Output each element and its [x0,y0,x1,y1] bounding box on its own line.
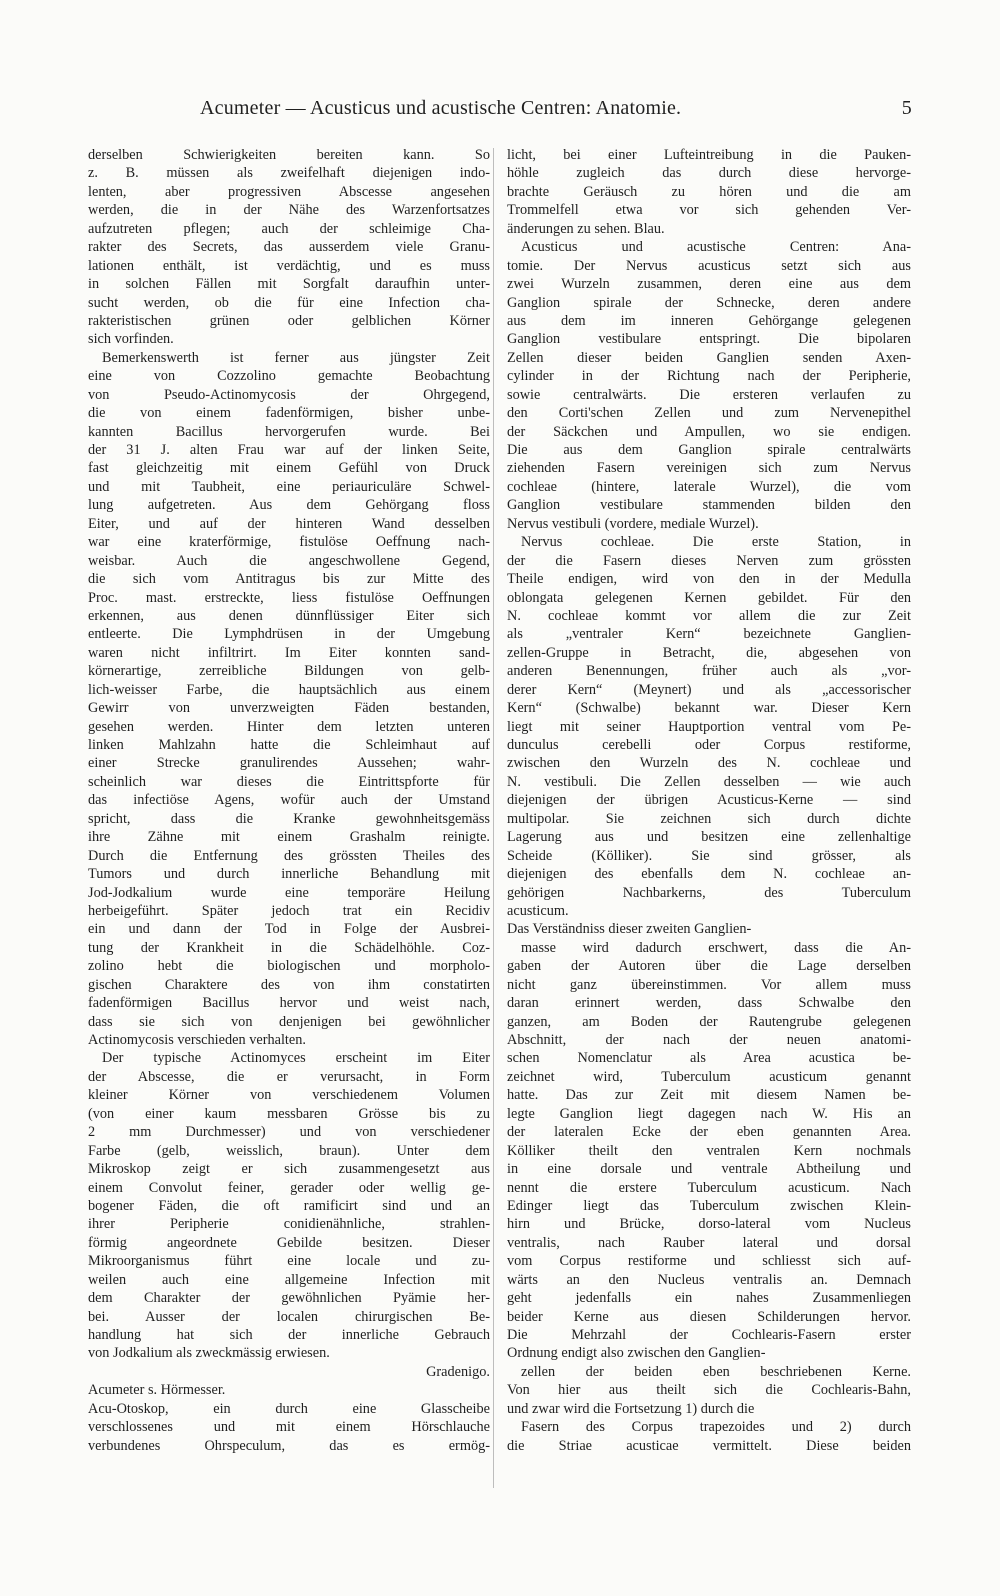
text-line: Farbe (gelb, weisslich, braun). Unter dem [88,1142,490,1159]
text-line: Jod-Jodkalium wurde eine temporäre Heilung [88,884,490,901]
text-line: erkennen, aus denen dünnflüssiger Eiter sich [88,607,490,624]
text-line: gesehen werden. Hinter dem letzten unteren [88,718,490,735]
text-line: die von einem fadenförmigen, bisher unbe- [88,405,490,422]
text-line: Proc. mast. erstreckte, liess fistulöse Oeffnungen [88,589,490,606]
page-header-title: Acumeter — Acusticus und acustische Centren: Anatomie. [200,97,682,119]
text-line: N. vestibuli. Die Zellen desselben — wie auch [507,773,911,790]
text-line: hatte. Das zur Zeit mit diesem Namen be- [507,1087,911,1104]
text-line: geht jedenfalls ein nahes Zusammenliegen [507,1290,911,1307]
text-line: und mit Taubheit, eine periauriculäre Schwel- [88,478,490,495]
text-line: weilen auch eine allgemeine Infection mit [88,1271,490,1288]
text-line: schen Nomenclatur als Area acustica be- [507,1050,911,1067]
text-line: bei. Ausser der localen chirurgischen Be- [88,1308,490,1325]
text-line: von Jodkalium als zweckmässig erwiesen. [88,1345,330,1362]
text-line: Kölliker theilt den ventralen Kern nochmals [507,1142,911,1159]
text-line: die Striae acusticae vermittelt. Diese beiden [507,1437,911,1454]
right-column [507,146,911,1455]
text-line: derselben Schwierigkeiten bereiten kann. So [88,147,490,163]
text-line: aufzutreten pflegen; auch der schleimige Cha- [88,220,490,237]
text-line: einem Convolut feiner, gerader oder wellig ge- [88,1179,490,1196]
text-line: Gradenigo. [426,1363,490,1380]
left-column [88,146,490,1455]
text-line: Mikroorganismus führt eine locale und zu- [88,1253,490,1270]
text-line: ziehenden Fasern vereinigen sich zum Nervus [507,460,911,477]
text-line: fast gleichzeitig mit einem Gefühl von Druck [88,460,490,477]
text-line: acusticum. [507,902,569,919]
text-line: Nervus vestibuli (vordere, mediale Wurzel). [507,515,759,532]
text-line: der Säckchen und Ampullen, wo sie endigen. [507,423,911,440]
text-line: spricht, dass die Kranke gewohnheitsgemäss [88,810,490,827]
text-line: Acu-Otoskop, ein durch eine Glasscheibe [88,1400,490,1417]
text-line: Ganglion vestibulare entspringt. Die bipolaren [507,331,911,348]
text-line: ventralis, nach Rauber lateral und dorsal [507,1234,911,1251]
text-line: Das Verständniss dieser zweiten Ganglien- [507,921,752,938]
text-line: verbundenes Ohrspeculum, das es ermög- [88,1437,490,1454]
text-line: sowie centralwärts. Die ersteren verlaufen zu [507,386,911,403]
text-line: werden, die in der Nähe des Warzenfortsatzes [88,202,490,219]
text-line: Die Mehrzahl der Cochlearis-Fasern erster [507,1327,911,1343]
text-line: (von einer kaum messbaren Grösse bis zu [88,1105,490,1122]
text-line: Kern“ (Schwalbe) bekannt war. Dieser Kern [507,700,911,717]
text-line: scheinlich war dieses die Eintrittspforte für [88,773,490,790]
text-line: aus dem im inneren Gehörgange gelegenen [507,312,911,329]
text-line: Theile endigen, wird von den in der Medulla [507,571,911,588]
text-line: cylinder in der Richtung nach der Peripherie, [507,368,911,385]
text-line: derer Kern“ (Meynert) und als „accessorischer [507,681,911,698]
text-line: dem Charakter der gewöhnlichen Pyämie her- [88,1290,490,1307]
text-line: diejenigen des ebenfalls dem N. cochleae an- [507,866,911,883]
text-line: Die aus dem Ganglion spirale centralwärts [507,442,911,458]
text-line: änderungen zu sehen. Blau. [507,220,665,237]
text-line: von Pseudo-Actinomycosis der Ohrgegend, [88,386,490,403]
text-line: die sich vom Antitragus bis zur Mitte des [88,571,490,588]
text-line: ganzen, am Boden der Rautengrube gelegenen [507,1013,911,1030]
text-line: Ordnung endigt also zwischen den Ganglien- [507,1345,766,1362]
text-line: Abschnitt, der nach der neuen anatomi- [507,1032,911,1048]
text-line: lung aufgetreten. Aus dem Gehörgang floss [88,497,490,514]
text-line: legte Ganglion liegt dagegen nach W. His an [507,1105,911,1122]
text-line: Von hier aus theilt sich die Cochlearis-Bahn, [507,1382,911,1399]
text-line: hirn und Brücke, dorso-lateral vom Nucleus [507,1216,911,1233]
text-line: liegt mit seiner Hauptportion ventral vom Pe- [507,718,911,735]
text-line: der lateralen Ecke der eben genannten Area. [507,1124,911,1141]
text-line: Mikroskop zeigt er sich zusammengesetzt aus [88,1161,490,1178]
text-line: masse wird dadurch erschwert, dass die An- [521,939,911,956]
text-line: beider Kerne aus diesen Schilderungen hervor. [507,1308,911,1325]
text-line: Ganglion vestibulare stammenden bilden den [507,497,911,514]
text-line: cochleae (hintere, laterale Wurzel), die vom [507,478,911,495]
text-line: förmig angeordnete Gebilde besitzen. Dieser [88,1234,490,1251]
text-line: wärts an den Nucleus ventralis an. Demnach [507,1271,911,1288]
text-line: einer Strecke granulirendes Aussehen; wahr- [88,755,490,772]
text-line: als „ventraler Kern“ bezeichnete Ganglien- [507,626,911,643]
text-line: z. B. müssen als zweifelhaft diejenigen indo- [88,165,490,182]
text-line: sucht werden, ob die für eine Infection cha- [88,294,490,311]
column-divider [493,148,494,1488]
text-line: in eine dorsale und ventrale Abtheilung und [507,1161,911,1178]
text-line: lich-weisser Farbe, die hauptsächlich aus einem [88,681,490,698]
running-head [200,97,912,127]
text-line: herbeigeführt. Später jedoch trat ein Recidiv [88,902,490,919]
text-line: Ganglion spirale der Schnecke, deren andere [507,294,911,311]
text-line: zeichnet wird, Tuberculum acusticum genannt [507,1068,911,1085]
text-line: körnerartige, zerreibliche Bildungen von gelb- [88,663,490,680]
text-line: vom Corpus restiforme und schliesst sich auf- [507,1253,911,1270]
text-line: dunculus cerebelli oder Corpus restiforme, [507,737,911,753]
text-line: zellen-Gruppe in Betracht, die, abgesehen von [507,644,911,661]
text-line: der 31 J. alten Frau war auf der linken Seite, [88,442,490,458]
text-line: N. cochleae kommt vor allem die zur Zeit [507,607,911,624]
text-line: Actinomycosis verschieden verhalten. [88,1032,306,1048]
text-line: Acusticus und acustische Centren: Ana- [521,239,911,256]
text-line: ihre Zähne mit einem Grashalm reinigte. [88,829,490,846]
text-line: Bemerkenswerth ist ferner aus jüngster Zeit [102,349,490,366]
text-line: Fasern des Corpus trapezoides und 2) durch [521,1419,911,1436]
text-line: Trommelfell etwa vor sich gehenden Ver- [507,202,911,219]
text-line: Durch die Entfernung des grössten Theiles des [88,847,490,864]
text-line: eine von Cozzolino gemachte Beobachtung [88,368,490,385]
text-line: der die Fasern dieses Nerven zum grössten [507,552,911,569]
text-line: und zwar wird die Fortsetzung 1) durch die [507,1400,755,1417]
text-line: fadenförmigen Bacillus hervor und weist nach, [88,995,490,1012]
text-line: zwei Wurzeln zusammen, deren eine aus dem [507,276,911,293]
text-line: sich vorfinden. [88,331,174,348]
text-line: entleerte. Die Lymphdrüsen in der Umgebung [88,626,490,643]
text-line: gehörigen Nachbarkerns, des Tuberculum [507,884,911,901]
text-line: kleiner Körner von verschiedenem Volumen [88,1087,490,1104]
text-line: gaben der Autoren über die Lage derselben [507,958,911,975]
text-line: lenten, aber progressiven Abscesse angesehen [88,183,490,200]
text-line: ihrer Peripherie conidienähnliche, strahlen- [88,1216,490,1233]
text-line: daran erinnert werden, dass Schwalbe den [507,995,911,1012]
text-line: diejenigen der übrigen Acusticus-Kerne — sind [507,792,911,809]
text-line: zellen der beiden eben beschriebenen Kerne. [521,1363,911,1380]
text-line: nennt die erstere Tuberculum acusticum. Nach [507,1179,911,1196]
text-line: waren nicht infiltrirt. Im Eiter konnten sand- [88,644,490,661]
text-line: Acumeter s. Hörmesser. [88,1382,226,1399]
text-line: dass sie sich von denjenigen bei gewöhnlicher [88,1013,490,1030]
text-line: tomie. Der Nervus acusticus setzt sich aus [507,257,911,274]
text-line: höhle zugleich das durch diese hervorge- [507,165,911,182]
text-line: verschlossenes und mit einem Hörschlauche [88,1419,490,1436]
text-line: bogener Fäden, die oft ramificirt sind und an [88,1197,490,1214]
text-line: gischen Charaktere des von ihm constatirten [88,976,490,993]
text-line: kannten Bacillus hervorgerufen wurde. Bei [88,423,490,440]
text-line: Scheide (Kölliker). Sie sind grösser, als [507,847,911,864]
text-line: linken Mahlzahn hatte die Schleimhaut auf [88,737,490,753]
text-line: in solchen Fällen mit Sorgfalt daraufhin unter- [88,276,490,293]
text-line: den Corti'schen Zellen und zum Nervenepithel [507,405,911,422]
text-line: 2 mm Durchmesser) und von verschiedener [88,1124,490,1141]
text-line: ein und dann der Tod in Folge der Ausbrei- [88,921,490,938]
text-line: licht, bei einer Lufteintreibung in die Pauken- [507,147,911,163]
text-line: Zellen dieser beiden Ganglien senden Axen- [507,349,911,366]
text-line: das infectiöse Agens, wofür auch der Umstand [88,792,490,809]
text-line: war eine kraterförmige, fistulöse Oeffnung nach- [88,534,490,551]
text-line: nicht ganz übereinstimmen. Vor allem muss [507,976,911,993]
text-line: der Abscesse, die er verursacht, in Form [88,1068,490,1085]
text-line: brachte Geräusch zu hören und die am [507,183,911,200]
text-line: Edinger liegt das Tuberculum zwischen Klein- [507,1197,911,1214]
text-line: tung der Krankheit in die Schädelhöhle. Coz- [88,939,490,956]
text-line: lationen enthält, ist verdächtig, und es muss [88,257,490,274]
text-line: zwischen den Wurzeln des N. cochleae und [507,755,911,772]
text-line: handlung hat sich der innerliche Gebrauch [88,1327,490,1343]
text-line: Nervus cochleae. Die erste Station, in [521,534,911,551]
text-line: multipolar. Sie zeichnen sich durch dichte [507,810,911,827]
text-line: Tumors und durch innerliche Behandlung mit [88,866,490,883]
text-line: oblongata gelegenen Kernen gebildet. Für den [507,589,911,606]
page-number: 5 [901,97,912,119]
text-line: rakteristischen grünen oder gelblichen Körner [88,312,490,329]
text-line: zolino hebt die biologischen und morpholo- [88,958,490,975]
text-line: Lagerung aus und besitzen eine zellenhaltige [507,829,911,846]
text-line: rakter des Secrets, das ausserdem viele Granu- [88,239,490,256]
text-line: anderen Benennungen, früher auch als „vor- [507,663,911,680]
text-line: weisbar. Auch die angeschwollene Gegend, [88,552,490,569]
text-line: Eiter, und auf der hinteren Wand desselben [88,515,490,532]
text-line: Der typische Actinomyces erscheint im Eiter [102,1050,490,1067]
text-line: Gewirr von unverzweigten Fäden bestanden, [88,700,490,717]
